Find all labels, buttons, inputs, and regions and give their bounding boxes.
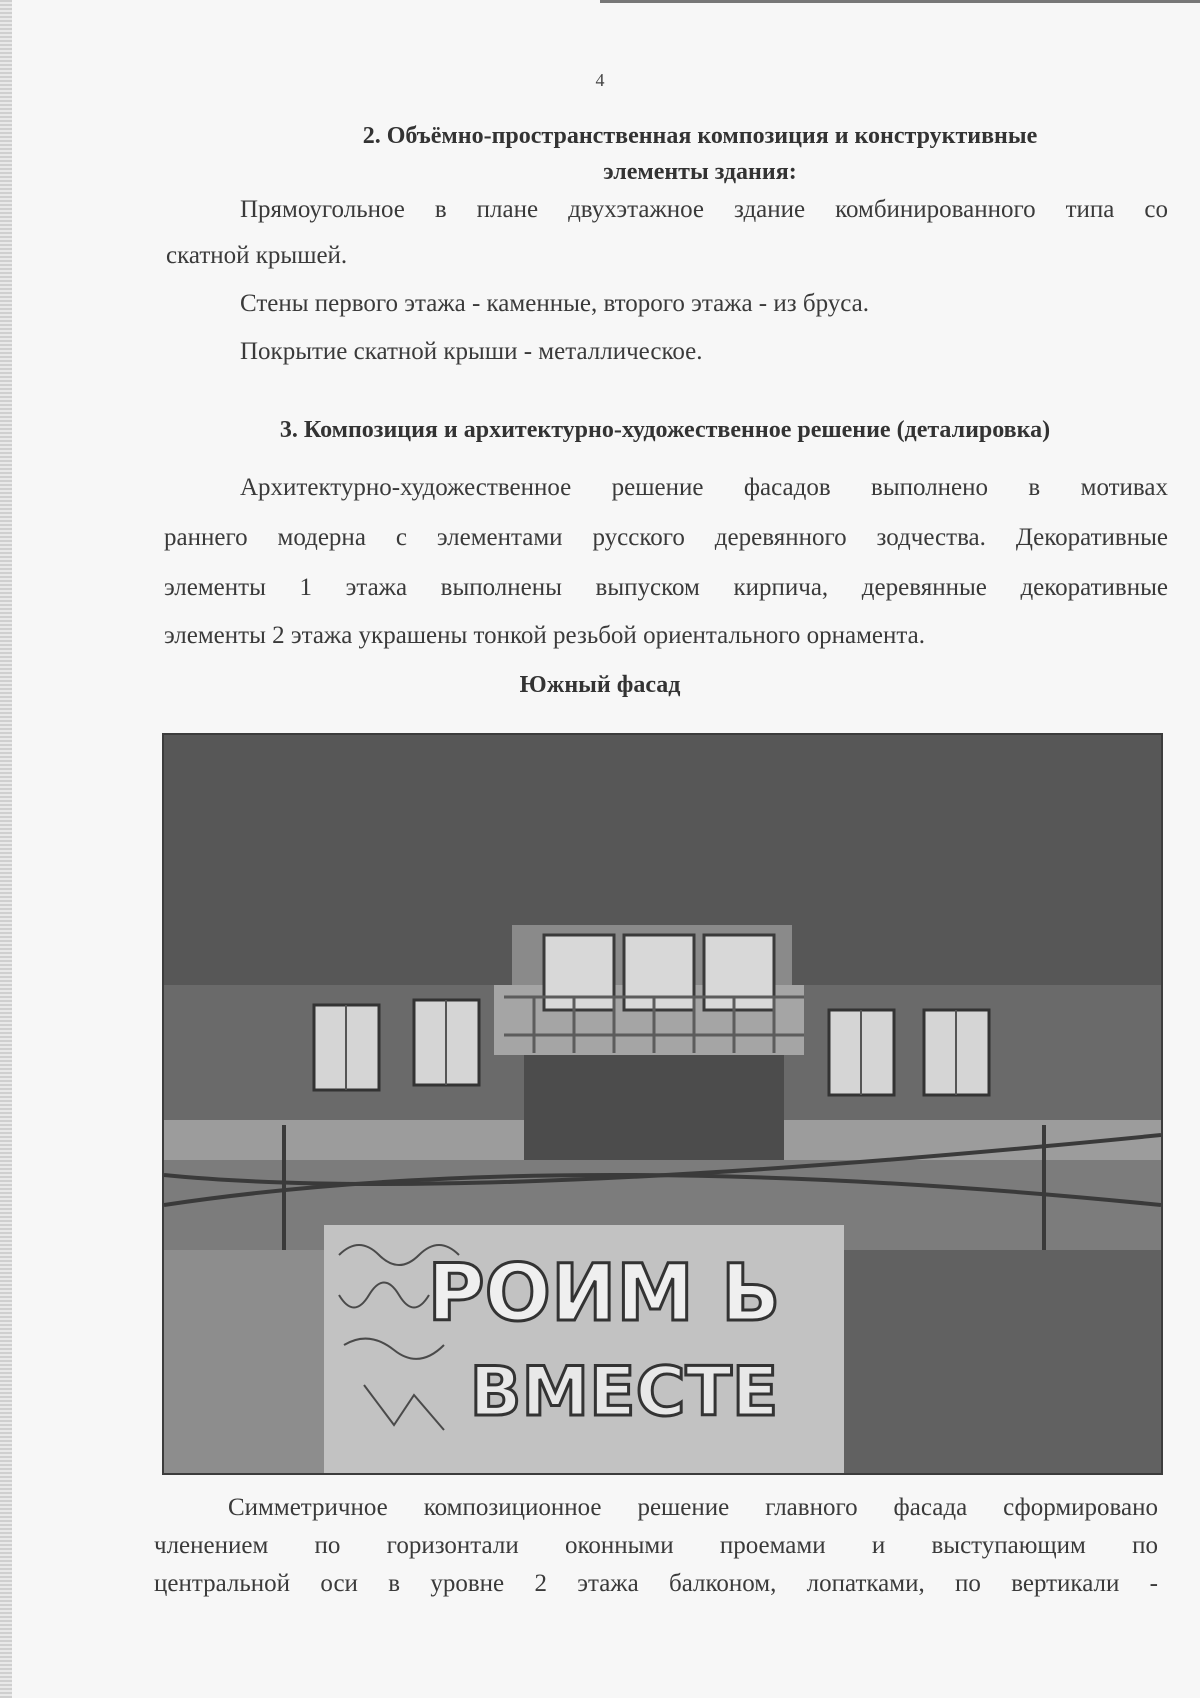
section-3-line-2: раннего модерна с элементами русского деревянного зодчества. Декоративные bbox=[164, 524, 1168, 551]
section-2-paragraph-1-line1: Прямоугольное в плане двухэтажное здание комбинированного типа со bbox=[240, 196, 1168, 223]
section-2-paragraph-3: Покрытие скатной крыши - металлическое. bbox=[240, 338, 703, 365]
section-2-paragraph-2: Стены первого этажа - каменные, второго этажа - из бруса. bbox=[240, 290, 870, 317]
section-3-heading: 3. Композиция и архитектурно-художественное решение (деталировка) bbox=[279, 417, 1051, 443]
facade-photo bbox=[162, 733, 1163, 1475]
page-number: 4 bbox=[595, 70, 605, 90]
section-3-line-3: элементы 1 этажа выполнены выпуском кирпича, деревянные декоративные bbox=[164, 574, 1168, 601]
scan-edge-left bbox=[0, 0, 12, 1698]
closing-line-2: членением по горизонтали оконными проемами и выступающим по bbox=[154, 1532, 1158, 1559]
section-3-line-4: элементы 2 этажа украшены тонкой резьбой ориентального орнамента. bbox=[164, 622, 925, 649]
graffiti-text-bottom: ВМЕСТЕ bbox=[469, 1353, 779, 1432]
graffiti-text-top: PОИМ Ь bbox=[427, 1249, 781, 1339]
section-3-line-1: Архитектурно-художественное решение фасадов выполнено в мотивах bbox=[240, 474, 1168, 501]
section-2-paragraph-1-line2: скатной крышей. bbox=[166, 242, 348, 269]
facade-photo-drawing bbox=[164, 735, 1161, 1473]
scan-edge-top bbox=[600, 0, 1200, 3]
closing-line-1: Симметричное композиционное решение главного фасада сформировано bbox=[228, 1494, 1158, 1521]
figure-caption: Южный фасад bbox=[519, 672, 681, 698]
closing-line-3: центральной оси в уровне 2 этажа балконом, лопатками, по вертикали - bbox=[154, 1570, 1158, 1597]
section-2-heading bbox=[250, 118, 1150, 190]
section-2-heading-line1: 2. Объёмно-пространственная композиция и конструктивные bbox=[362, 123, 1038, 149]
section-2-heading-line2: элементы здания: bbox=[603, 159, 797, 185]
